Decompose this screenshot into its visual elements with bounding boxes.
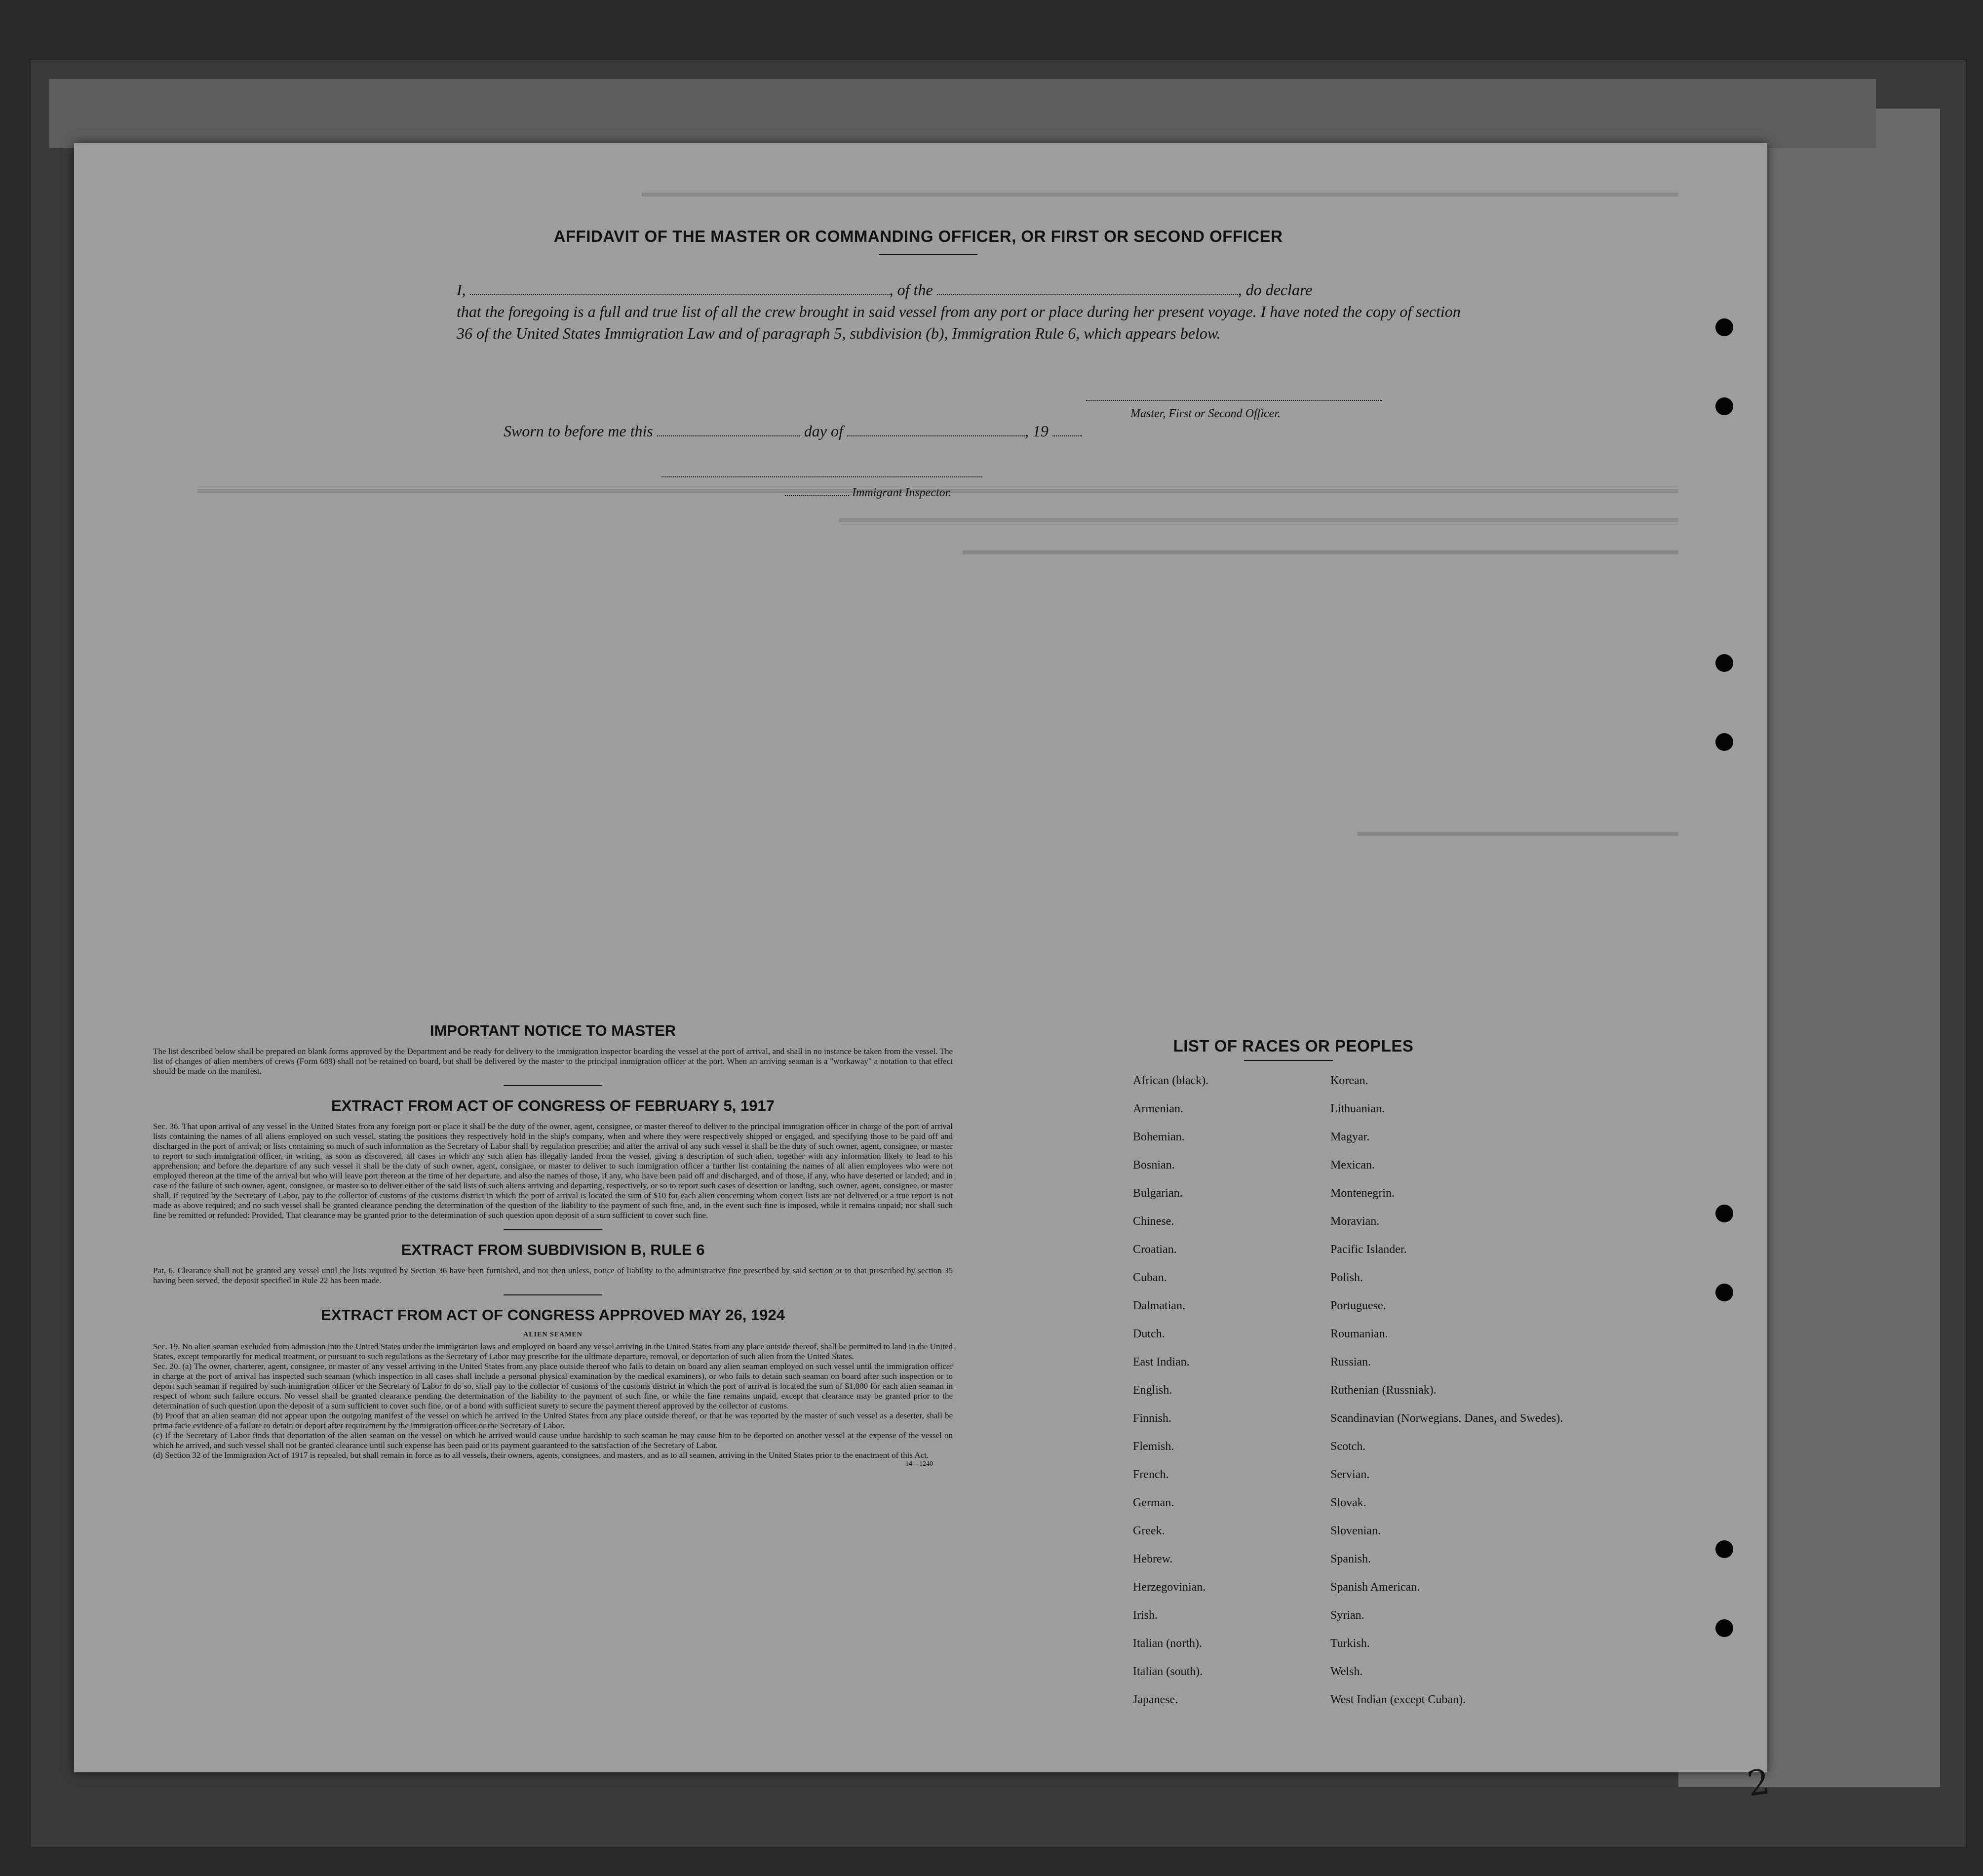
races-divider [1244, 1060, 1333, 1061]
section-divider [504, 1085, 602, 1086]
race-item: Mexican. [1330, 1159, 1375, 1172]
race-item: Japanese. [1133, 1693, 1178, 1706]
races-column-2 [1330, 1074, 1563, 1721]
signature-line[interactable] [1086, 400, 1382, 401]
form-number: 14—1240 [905, 1460, 933, 1468]
extract-1924-sec19: Sec. 19. No alien seaman excluded from admission into the United States under the immigration laws and employed on board any vessel arriving in the United States from any place outside thereof, shall be permitted to land in the United States, except temporarily for medical treatment, or pursuant to such regulations as the Secretary of Labor may prescribe for the ultimate departure, removal, or deportation of such alien from the United States. [153, 1342, 953, 1361]
affidavit-title: AFFIDAVIT OF THE MASTER OR COMMANDING OFFICER, OR FIRST OR SECOND OFFICER [553, 227, 1283, 245]
binder-hole [1715, 397, 1733, 415]
race-item: Turkish. [1330, 1637, 1370, 1650]
declaration-text: that the foregoing is a full and true list of all the crew brought in said vessel from any port or place during her present voyage. I have noted the copy of section 36 of the United States Immigration Law and of paragraph 5, subdivision (b), Immigration Rule 6, which appears below. [457, 303, 1461, 342]
race-item: Cuban. [1133, 1271, 1167, 1284]
race-item: Irish. [1133, 1609, 1158, 1622]
inspector-label [785, 486, 1081, 500]
extract-1924-sec20b: (b) Proof that an alien seaman did not appear upon the outgoing manifest of the vessel on which he arrived in the United States from any place outside thereof, or that he was reported by the master of such vessel as a deserter, shall be prima facie evidence of a failure to detain or deport after requirement by the immigration officer or the Secretary of Labor. [153, 1411, 953, 1430]
race-item: Scotch. [1330, 1440, 1366, 1453]
show-through-mark [1358, 832, 1678, 836]
binder-hole [1715, 1284, 1733, 1301]
year-prefix: , 19 [1024, 422, 1049, 440]
races-column-1 [1133, 1074, 1208, 1721]
race-item: Portuguese. [1330, 1299, 1386, 1312]
extract-1924-sec20d: (d) Section 32 of the Immigration Act of 1917 is repealed, but shall remain in force as to all vessels, their owners, agents, consignees, and masters, and as to all seamen, arriving in the United States prior to the enactment of this Act. [153, 1450, 929, 1460]
day-of-label: day of [804, 422, 843, 440]
race-item: Polish. [1330, 1271, 1363, 1284]
race-item: Servian. [1330, 1468, 1370, 1481]
binder-hole [1715, 1205, 1733, 1222]
notice-master-text: The list described below shall be prepared on blank forms approved by the Department and be ready for delivery to the immigration inspector boarding the vessel at the port of arrival, and shall in no instance be taken from the vessel. The list of changes of alien members of crews (Form 689) shall not be retained on board, but shall be delivered by the master to the principal immigration officer at the port. When an arriving seaman is a "workaway" a notation to that effect should be made on the manifest. [153, 1047, 953, 1076]
race-item: Dalmatian. [1133, 1299, 1185, 1312]
name-blank[interactable] [470, 294, 890, 295]
race-item: Slovenian. [1330, 1524, 1381, 1537]
race-item: German. [1133, 1496, 1174, 1509]
race-item: Russian. [1330, 1356, 1371, 1368]
races-title: LIST OF RACES OR PEOPLES [1173, 1037, 1414, 1055]
race-item: African (black). [1133, 1074, 1209, 1087]
race-item: East Indian. [1133, 1356, 1190, 1368]
race-item: French. [1133, 1468, 1169, 1481]
race-item: Italian (south). [1133, 1665, 1203, 1678]
day-blank[interactable] [657, 435, 800, 436]
show-through-mark [642, 193, 1678, 196]
signer-label: Master, First or Second Officer. [1130, 407, 1281, 420]
race-item: Finnish. [1133, 1412, 1172, 1425]
extract-rule6-title: EXTRACT FROM SUBDIVISION B, RULE 6 [401, 1241, 705, 1258]
race-item: Bosnian. [1133, 1159, 1175, 1172]
race-item: Herzegovinian. [1133, 1581, 1206, 1594]
binder-hole [1715, 318, 1733, 336]
alien-seamen-subhead: ALIEN SEAMEN [523, 1331, 583, 1338]
inspector-label-text: Immigrant Inspector. [852, 486, 952, 499]
race-item: Moravian. [1330, 1215, 1380, 1228]
extract-1917-text: Sec. 36. That upon arrival of any vessel in the United States from any foreign port or place it shall be the duty of the owner, agent, consignee, or master thereof to deliver to the principal immigration officer in charge of the port of arrival lists containing the names of all aliens employed on such vessel, stating the positions they respectively hold in the ship's company, when and where they were respectively shipped or engaged, and specifying those to be paid off and discharged in the port of arrival; or lists containing so much of such information as the Secretary of Labor shall by regulation prescribe; and after the arrival of any such vessel it shall be the duty of such owner, agent, consignee, or master to report to such immigration officer, in writing, as soon as discovered, all cases in which any such alien has illegally landed from the vessel, giving a description of such alien, together with any information likely to lead to his apprehension; and before the departure of any such vessel it shall be the duty of such owner, agent, consignee, or master to deliver to such immigration officer a further list containing the names of all alien employees who were not employed thereon at the time of the arrival but who will leave port thereon at the time of her departure, and also the names of those, if any, who have been paid off and discharged, and of those, if any, who have deserted or landed; and in case of the failure of such owner, agent, consignee, or master so to deliver either of the said lists of such aliens arriving and departing, respectively, or so to report such cases of desertion or landing, such owner, agent, consignee, or master shall, if required by the Secretary of Labor, pay to the collector of customs of the customs district in which the port of arrival is located the sum of $10 for each alien concerning whom correct lists are not delivered or a true report is not made as above required; and no such vessel shall be granted clearance pending the determination of the question of the liability to the payment of such fine, and, in the event such fine is imposed, while it remains unpaid; nor shall such fine be remitted or refunded: Provided, That clearance may be granted prior to the determination of such question upon deposit of a sum sufficient to cover such fine. [153, 1122, 953, 1220]
race-item: Lithuanian. [1330, 1102, 1385, 1115]
race-item: Flemish. [1133, 1440, 1174, 1453]
binder-hole [1715, 1540, 1733, 1558]
race-item: Roumanian. [1330, 1328, 1388, 1340]
race-item: Dutch. [1133, 1328, 1165, 1340]
race-item: Korean. [1330, 1074, 1368, 1087]
race-item: West Indian (except Cuban). [1330, 1693, 1466, 1706]
race-item: Pacific Islander. [1330, 1243, 1407, 1256]
race-item: Bohemian. [1133, 1131, 1185, 1143]
race-item: Syrian. [1330, 1609, 1364, 1622]
handwritten-page-number: 2 [1745, 1761, 1773, 1804]
binder-hole [1715, 733, 1733, 751]
show-through-mark [963, 550, 1678, 554]
month-blank[interactable] [847, 435, 1025, 436]
document-page [74, 143, 1767, 1772]
race-item: Hebrew. [1133, 1553, 1173, 1565]
race-item: Magyar. [1330, 1131, 1370, 1143]
extract-1924-sec20a: Sec. 20. (a) The owner, charterer, agent, consignee, or master of any vessel arriving in the United States from any place outside thereof who fails to detain on board any alien seaman employed on such vessel until the immigration officer in charge at the port of arrival has inspected such seaman (which inspection in all cases shall include a personal physical examination by the medical examiners), or who fails to detain such seaman on board after such inspection or to deport such seaman if required by such immigration officer or the Secretary of Labor to do so, shall pay to the collector of customs of the customs district in which the port of arrival is located the sum of $1,000 for each alien seaman in respect of whom such failure occurs. No vessel shall be granted clearance pending the determination of the liability to the payment of such fine, or while the fine remains unpaid, except that clearance may be granted prior to the determination of such question upon the deposit of a sum sufficient to cover such fine, or of a bond with sufficient surety to secure the payment thereof approved by the collector of customs. [153, 1362, 953, 1410]
do-declare-label: , do declare [1238, 281, 1313, 299]
notices-column [153, 1022, 953, 1468]
inspector-signature-line[interactable] [661, 476, 982, 477]
binder-hole [1715, 1619, 1733, 1637]
race-item: Spanish American. [1330, 1581, 1420, 1594]
of-the-label: , of the [889, 281, 933, 299]
race-item: Welsh. [1330, 1665, 1363, 1678]
show-through-mark [839, 518, 1678, 522]
race-item: Greek. [1133, 1524, 1165, 1537]
race-item: Ruthenian (Russniak). [1330, 1384, 1437, 1397]
race-item: Scandinavian (Norwegians, Danes, and Swedes). [1330, 1412, 1563, 1425]
extract-1924-sec20c: (c) If the Secretary of Labor finds that deportation of the alien seaman on the vessel on which he arrived would cause undue hardship to such seaman he may cause him to be deported on another vessel at the expense of the vessel on which he arrived, and such vessel shall not be granted clearance until such expense has been paid or its payment guaranteed to the satisfaction of the Secretary of Labor. [153, 1431, 953, 1450]
extract-1924-title: EXTRACT FROM ACT OF CONGRESS APPROVED MAY 26, 1924 [321, 1306, 785, 1324]
extract-1917-title: EXTRACT FROM ACT OF CONGRESS OF FEBRUARY 5, 1917 [331, 1097, 775, 1114]
notice-master-title: IMPORTANT NOTICE TO MASTER [429, 1022, 676, 1039]
sworn-prefix: Sworn to before me this [504, 422, 653, 440]
race-item: Croatian. [1133, 1243, 1177, 1256]
race-item: Italian (north). [1133, 1637, 1202, 1650]
extract-rule6-text: Par. 6. Clearance shall not be granted any vessel until the lists required by Section 36 have been furnished, and not then unless, notice of liability to the administrative fine prescribed by said section or to that prescribed by section 35 having been served, the deposit specified in Rule 22 has been made. [153, 1266, 953, 1285]
race-item: Bulgarian. [1133, 1187, 1183, 1200]
i-label: I, [457, 281, 466, 299]
binder-hole [1715, 654, 1733, 672]
race-item: Montenegrin. [1330, 1187, 1395, 1200]
race-item: Armenian. [1133, 1102, 1183, 1115]
race-item: Spanish. [1330, 1553, 1371, 1565]
race-item: English. [1133, 1384, 1172, 1397]
underlying-sheet-top [49, 79, 1876, 148]
race-item: Chinese. [1133, 1215, 1174, 1228]
section-divider [504, 1294, 602, 1295]
section-divider [504, 1229, 602, 1230]
vessel-blank[interactable] [937, 294, 1238, 295]
year-blank[interactable] [1052, 435, 1082, 436]
title-divider [879, 254, 977, 255]
affidavit-statement [457, 279, 1478, 344]
inspector-blank [785, 495, 849, 496]
sworn-statement [504, 422, 1244, 440]
race-item: Slovak. [1330, 1496, 1366, 1509]
